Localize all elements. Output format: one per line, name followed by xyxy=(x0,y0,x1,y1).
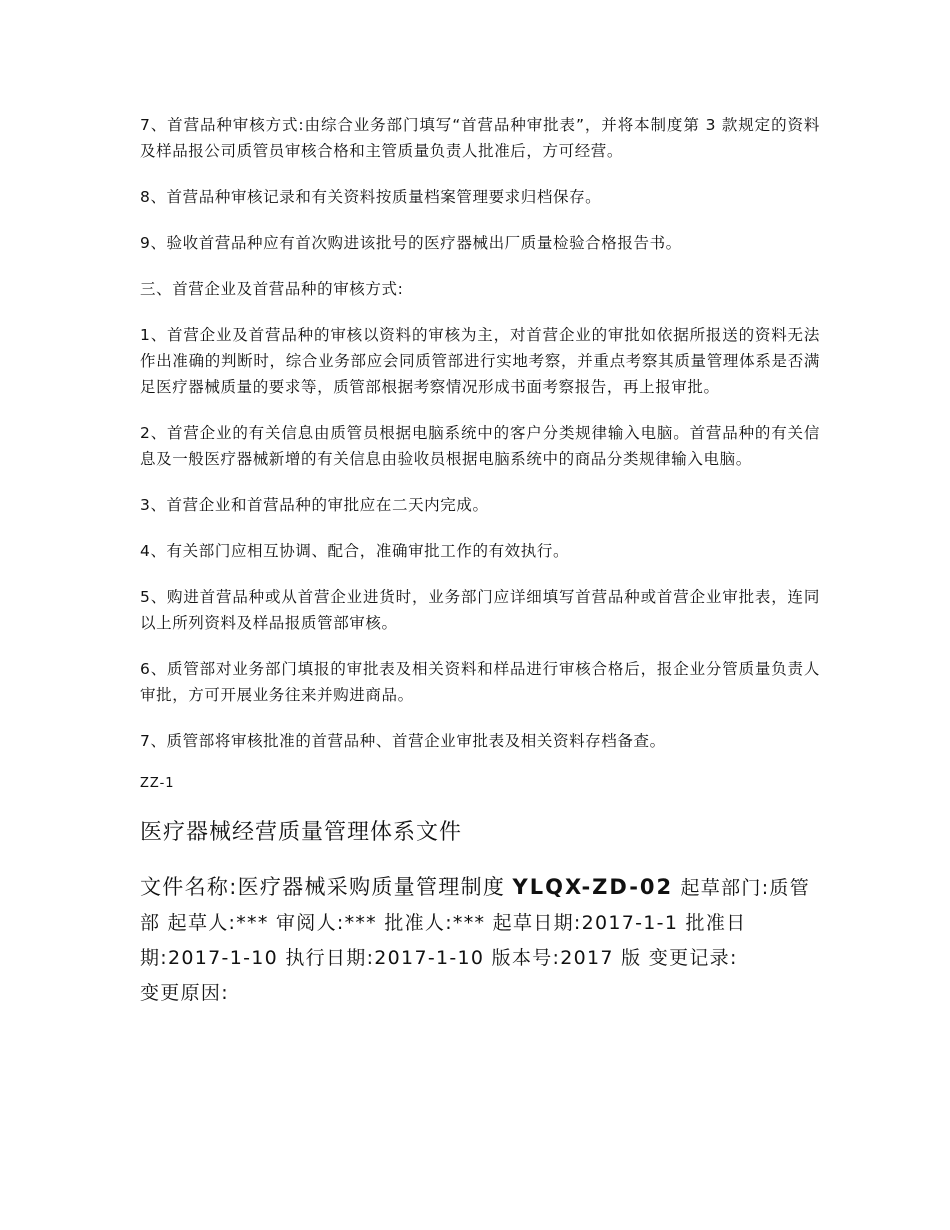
section-heading-review-method: 三、首营企业及首营品种的审核方式: xyxy=(140,280,404,298)
paragraph-item-6: 6、质管部对业务部门填报的审批表及相关资料和样品进行审核合格后，报企业分管质量负责人审批，方可开展业务往来并购进商品。 xyxy=(140,660,820,704)
paragraph-item-7-review-method: 7、首营品种审核方式:由综合业务部门填写“首营品种审批表”，并将本制度第 3 款规定的资料及样品报公司质管员审核合格和主管质量负责人批准后，方可经营。 xyxy=(140,116,820,160)
paragraph-item-3: 3、首营企业和首营品种的审批应在二天内完成。 xyxy=(140,496,489,514)
document-name-label: 文件名称:医疗器械采购质量管理制度 xyxy=(140,875,506,899)
paragraph-item-2: 2、首营企业的有关信息由质管员根据电脑系统中的客户分类规律输入电脑。首营品种的有关信息及一般医疗器械新增的有关信息由验收员根据电脑系统中的商品分类规律输入电脑。 xyxy=(140,424,820,468)
document-code: ZZ-1 xyxy=(140,776,175,791)
paragraph-item-8-records: 8、首营品种审核记录和有关资料按质量档案管理要求归档保存。 xyxy=(140,188,602,206)
paragraph-item-4: 4、有关部门应相互协调、配合，准确审批工作的有效执行。 xyxy=(140,542,570,560)
paragraph-item-9-inspection: 9、验收首营品种应有首次购进该批号的医疗器械出厂质量检验合格报告书。 xyxy=(140,234,682,252)
document-page xyxy=(140,112,820,1011)
paragraph-item-1: 1、首营企业及首营品种的审核以资料的审核为主，对首营企业的审批如依据所报送的资料无法作出准确的判断时，综合业务部应会同质管部进行实地考察，并重点考察其质量管理体系是否满足医疗器械质量的要求等，质管部根据考察情况形成书面考察报告，再上报审批。 xyxy=(140,326,820,396)
paragraph-item-5: 5、购进首营品种或从首营企业进货时，业务部门应详细填写首营品种或首营企业审批表，连同以上所列资料及样品报质管部审核。 xyxy=(140,588,820,632)
paragraph-item-7-archive: 7、质管部将审核批准的首营品种、首营企业审批表及相关资料存档备查。 xyxy=(140,732,666,750)
document-number: YLQX-ZD-02 xyxy=(512,875,674,899)
document-system-title: 医疗器械经营质量管理体系文件 xyxy=(140,820,463,845)
document-meta-details: 起草部门:质管部 起草人:*** 审阅人:*** 批准人:*** 起草日期:2017-1-1 批准日期:2017-1-10 执行日期:2017-1-10 版本号:2017 版 变更记录: xyxy=(140,877,811,969)
document-meta-block xyxy=(140,870,820,1011)
change-reason-label: 变更原因: xyxy=(140,982,229,1004)
